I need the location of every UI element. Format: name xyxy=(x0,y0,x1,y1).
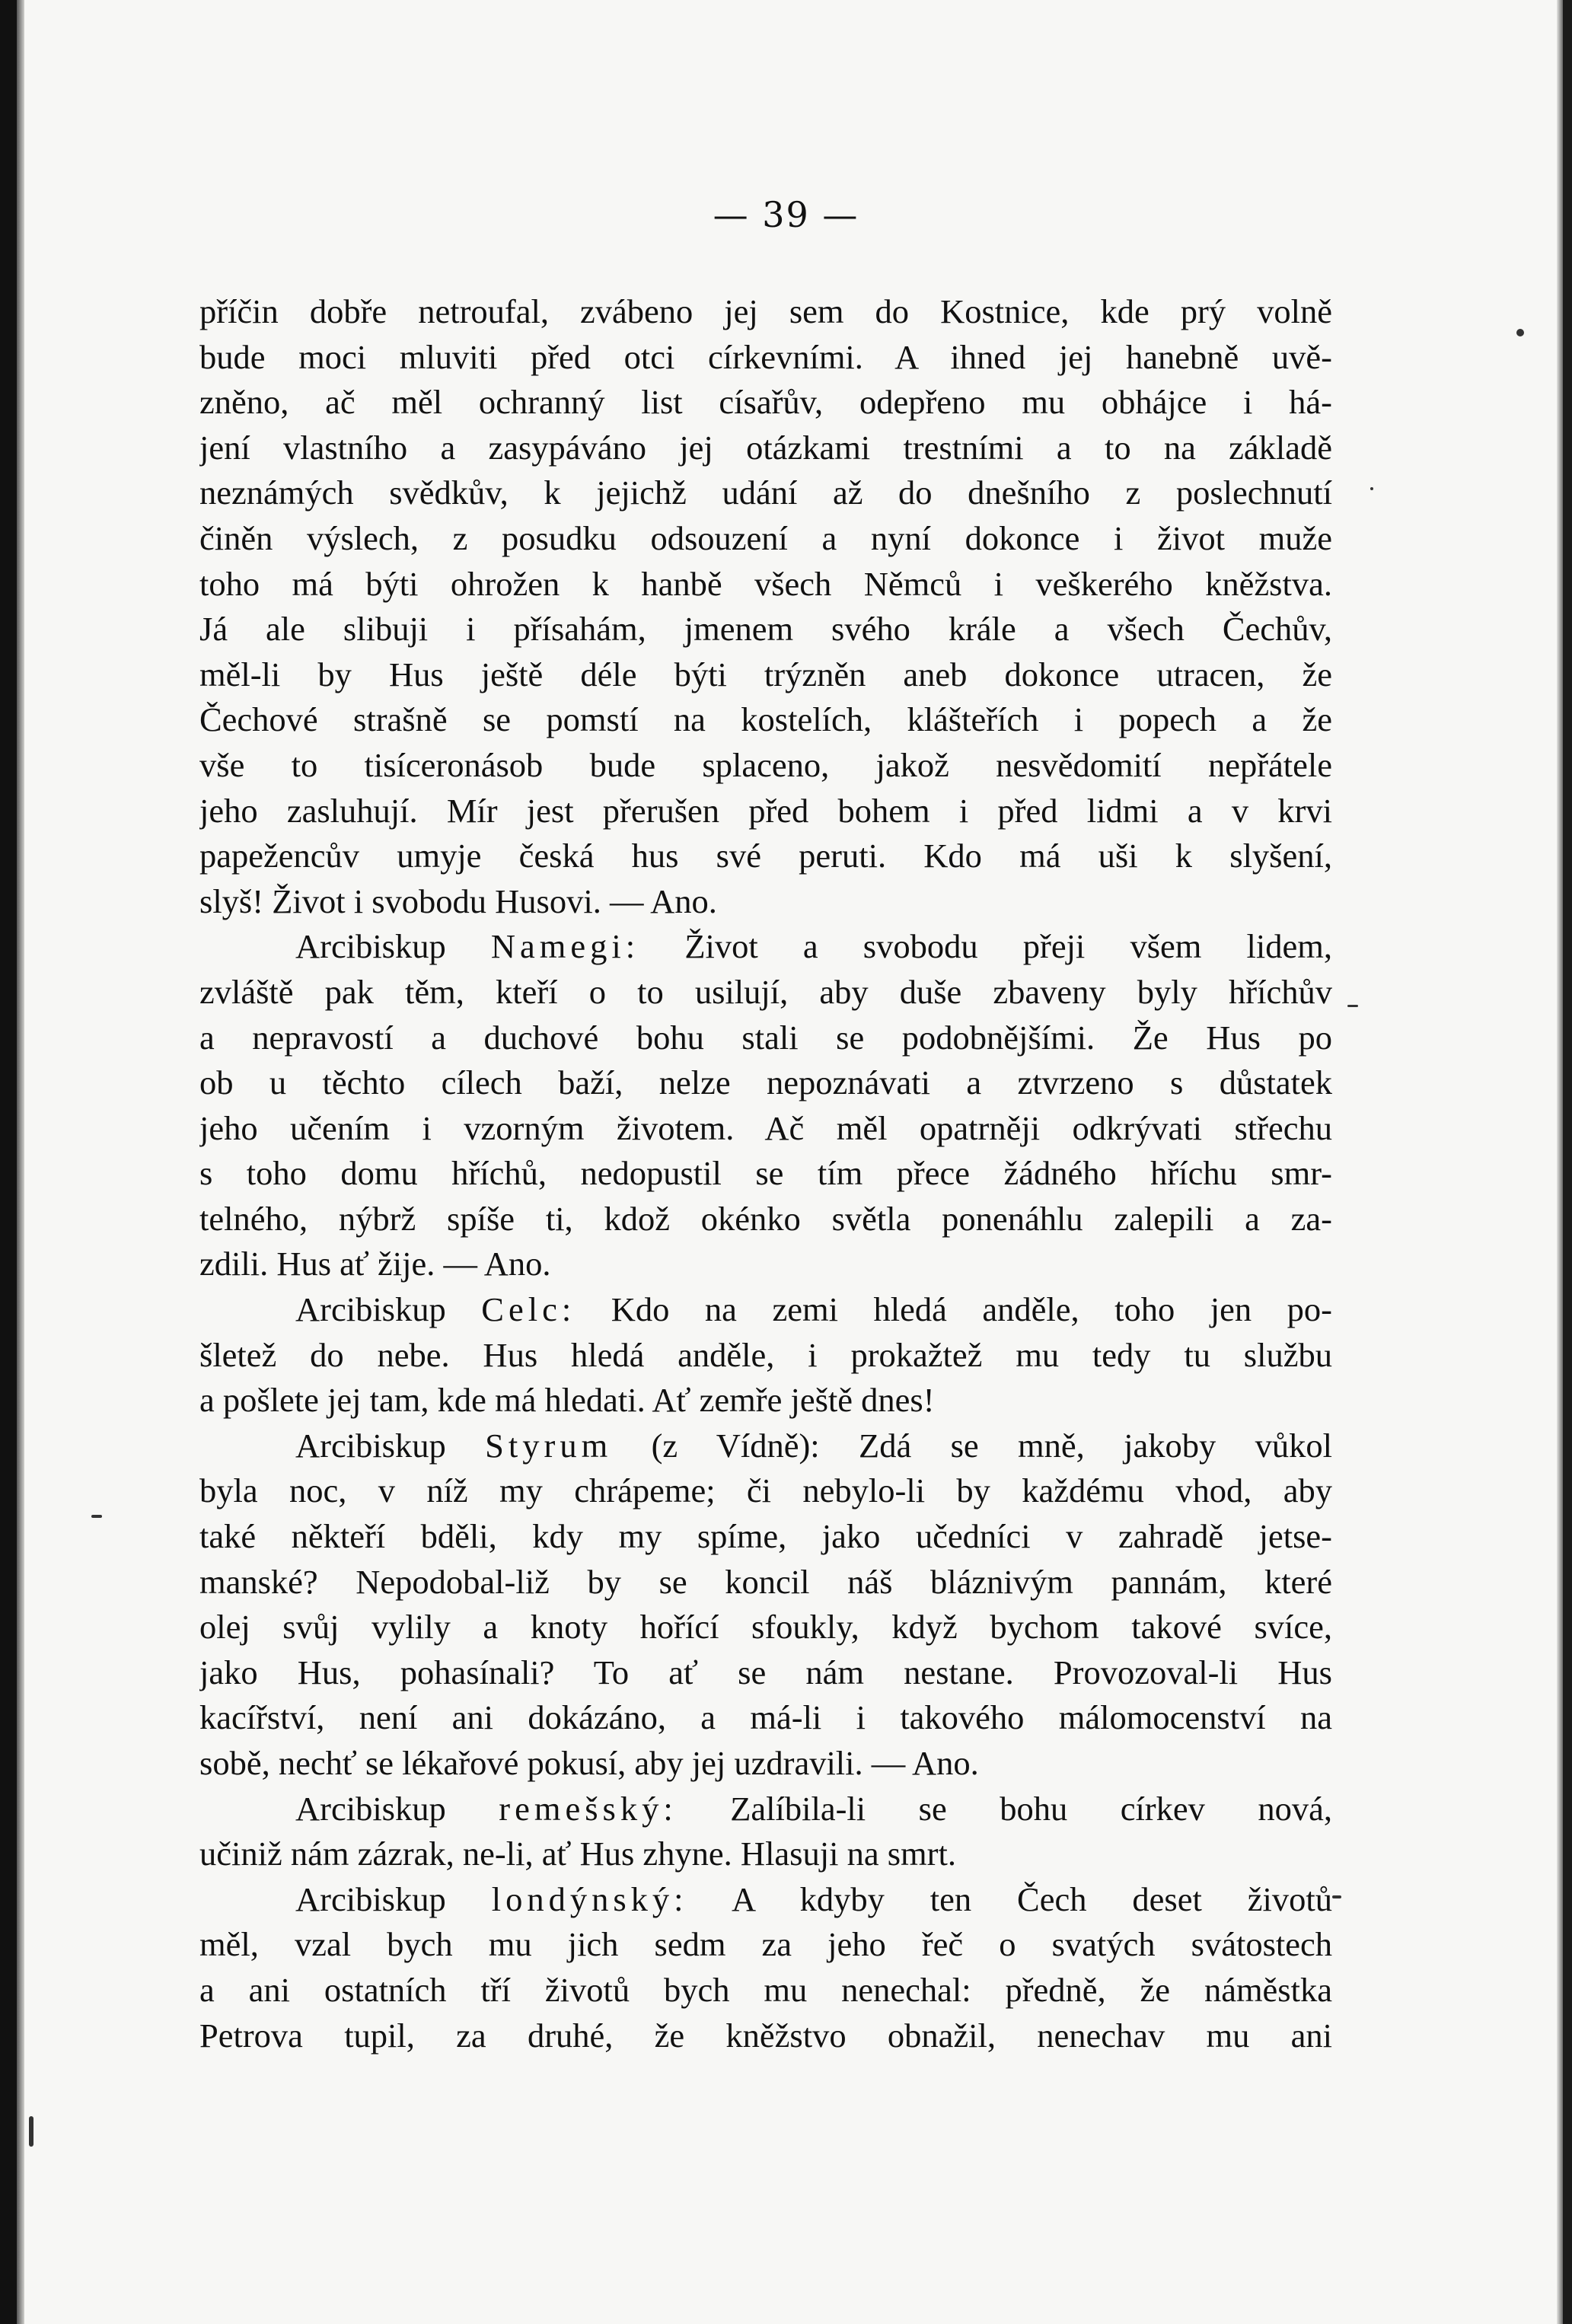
speaker-line xyxy=(199,1287,1332,1333)
text-line: bude moci mluviti před otci církevními. A ihned jej hanebně uvě- xyxy=(199,337,1332,376)
text-line: telného, nýbrž spíše ti, kdož okénko světla ponenáhlu zalepili a za- xyxy=(199,1199,1332,1238)
text-segment: Život a svobodu přeji všem lidem, xyxy=(684,927,1332,966)
text-line: Petrova tupil, za druhé, že kněžstvo obnažil, nenechav mu ani xyxy=(199,2016,1332,2055)
speaker-name: Namegi: xyxy=(490,927,640,966)
paragraph-styrum xyxy=(199,1423,1332,1787)
text-segment: Zdá se mně, jakoby vůkol xyxy=(859,1426,1332,1465)
scan-speck xyxy=(1370,487,1373,490)
text-line: kacířství, není ani dokázáno, a má-li i takového málomocenství na xyxy=(199,1698,1332,1737)
text-line: jeho zasluhují. Mír jest přerušen před bohem i před lidmi a v krvi xyxy=(199,791,1332,830)
text-line: zdili. Hus ať žije. — Ano. xyxy=(199,1245,551,1283)
text-line: Čechové strašně se pomstí na kostelích, klášteřích i popech a že xyxy=(199,700,1332,739)
text-line: neznámých svědkův, k jejichž udání až do dnešního z poslechnutí xyxy=(199,473,1332,512)
speaker-note: (z Vídně): xyxy=(651,1426,820,1465)
text-line: vše to tisíceronásob bude splaceno, jakož nesvědomití nepřátele xyxy=(199,745,1332,784)
text-segment: A kdyby ten Čech deset životů xyxy=(731,1879,1332,1918)
text-segment: Kdo na zemi hledá anděle, toho jen po- xyxy=(611,1290,1332,1329)
text-line: zvláště pak těm, kteří o to usilují, aby duše zbaveny byly hříchův xyxy=(199,972,1332,1011)
paragraph-remessky xyxy=(199,1787,1332,1877)
speaker-name: Celc: xyxy=(481,1290,576,1329)
text-line: a ani ostatních tří životů bych mu nenechal: předně, že náměstka xyxy=(199,1970,1332,2009)
text-line: toho má býti ohrožen k hanbě všech Němců i veškerého kněžstva. xyxy=(199,564,1332,603)
speaker-line xyxy=(199,1423,1332,1469)
paragraph-namegi xyxy=(199,924,1332,1287)
scan-edge-right xyxy=(1563,0,1572,2324)
text-line: Já ale slibuji i přísahám, jmenem svého krále a všech Čechův, xyxy=(199,610,1332,649)
text-line: slyš! Život i svobodu Husovi. — Ano. xyxy=(199,881,717,920)
scan-edge-left xyxy=(0,0,17,2324)
text-line: také někteří bděli, kdy my spíme, jako učedníci v zahradě jetse- xyxy=(199,1517,1332,1556)
body-text xyxy=(199,289,1332,2058)
text-line: sobě, nechť se lékařové pokusí, aby jej uzdravili. — Ano. xyxy=(199,1744,979,1782)
page-number: — 39 — xyxy=(713,194,859,235)
text-line: papežencův umyje česká hus své peruti. Kdo má uši k slyšení, xyxy=(199,837,1332,875)
text-line: s toho domu hříchů, nedopustil se tím přece žádného hříchu smr- xyxy=(199,1154,1332,1193)
text-line: činěn výslech, z posudku odsouzení a nyní dokonce i život muže xyxy=(199,518,1332,557)
text-line: měl-li by Hus ještě déle býti trýzněn aneb dokonce utracen, že xyxy=(199,655,1332,693)
text-line: příčin dobře netroufal, zvábeno jej sem do Kostnice, kde prý volně xyxy=(199,292,1332,330)
paragraph-celc xyxy=(199,1287,1332,1423)
text-line: byla noc, v níž my chrápeme; či nebylo-li by každému vhod, aby xyxy=(199,1471,1332,1510)
text-line: a pošlete jej tam, kde má hledati. Ať zemře ještě dnes! xyxy=(199,1381,935,1420)
text-line: manské? Nepodobal-liž by se koncil náš bláznivým pannám, které xyxy=(199,1562,1332,1601)
speaker-name: londýnský: xyxy=(491,1879,688,1918)
scan-edge-right-shadow xyxy=(1557,0,1563,2324)
speaker-title: Arcibiskup xyxy=(295,1789,446,1828)
speaker-title: Arcibiskup xyxy=(295,1879,446,1918)
text-line: zněno, ač měl ochranný list císařův, odepřeno mu obhájce i há- xyxy=(199,383,1332,422)
text-line: jako Hus, pohasínali? To ať se nám nestane. Provozoval-li Hus xyxy=(199,1653,1332,1691)
scan-edge-left-shadow xyxy=(17,0,24,2324)
paragraph-1 xyxy=(199,289,1332,924)
speaker-name: remešský: xyxy=(499,1789,678,1828)
text-line: měl, vzal bych mu jich sedm za jeho řeč o svatých svátostech xyxy=(199,1925,1332,1964)
text-line: šletež do nebe. Hus hledá anděle, i prokažtež mu tedy tu službu xyxy=(199,1335,1332,1374)
speaker-line xyxy=(199,924,1332,970)
scan-speck xyxy=(29,2116,33,2147)
scan-speck xyxy=(1347,1005,1358,1007)
text-line: a nepravostí a duchové bohu stali se podobnějšími. Že Hus po xyxy=(199,1018,1332,1057)
scan-speck xyxy=(1332,1895,1341,1898)
speaker-title: Arcibiskup xyxy=(295,1426,446,1465)
text-line: jeho učením i vzorným životem. Ač měl opatrněji odkrývati střechu xyxy=(199,1108,1332,1147)
paragraph-londynsky xyxy=(199,1877,1332,2058)
text-line: jení vlastního a zasypáváno jej otázkami trestními a to na základě xyxy=(199,428,1332,467)
text-line: olej svůj vylily a knoty hořící sfoukly, když bychom takové svíce, xyxy=(199,1608,1332,1647)
text-line: ob u těchto cílech baží, nelze nepoznávati a ztvrzeno s důstatek xyxy=(199,1063,1332,1102)
text-segment: Zalíbila-li se bohu církev nová, xyxy=(730,1789,1332,1828)
speaker-name: Styrum xyxy=(485,1426,613,1465)
scan-speck xyxy=(1516,329,1524,336)
speaker-line xyxy=(199,1787,1332,1832)
speaker-line xyxy=(199,1877,1332,1923)
speaker-title: Arcibiskup xyxy=(295,927,446,966)
text-line: učiniž nám zázrak, ne-li, ať Hus zhyne. Hlasuji na smrt. xyxy=(199,1835,956,1873)
speaker-title: Arcibiskup xyxy=(295,1290,446,1329)
scan-speck xyxy=(91,1515,102,1518)
